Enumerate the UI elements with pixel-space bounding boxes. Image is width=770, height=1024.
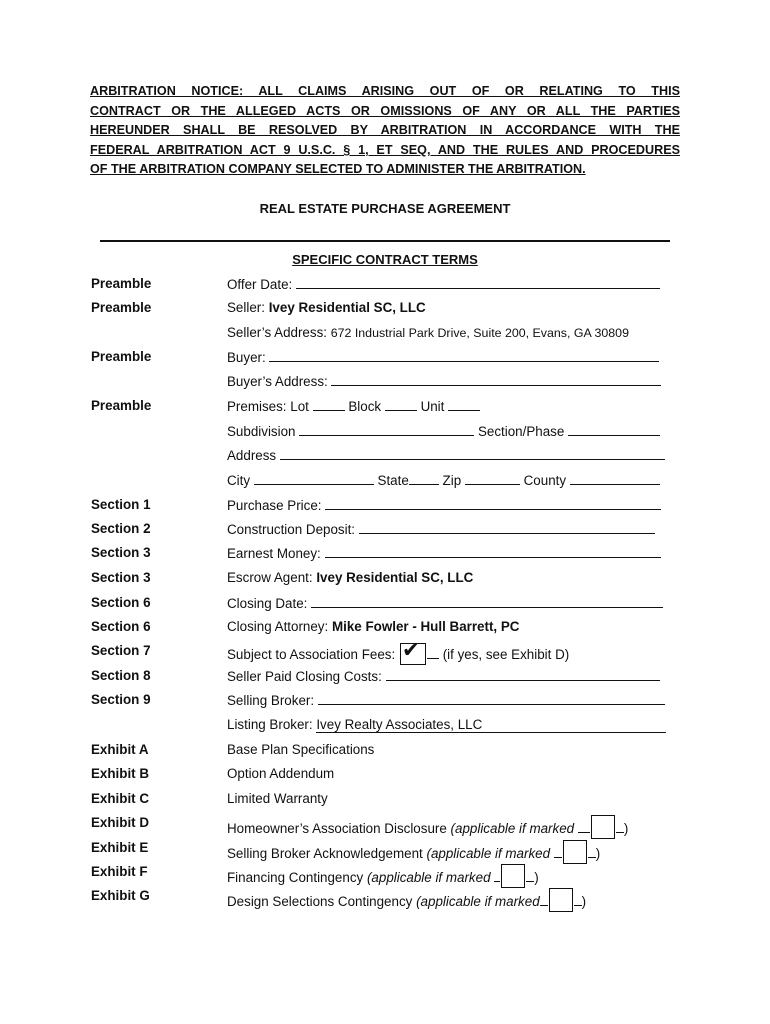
exhibit-note: (applicable if marked: [366, 870, 491, 885]
notice-line: CONTRACT OR THE ALLEGED ACTS OR OMISSIONS OF ANY OR ALL THE PARTIES: [90, 103, 680, 118]
section-label: Exhibit G: [91, 888, 150, 903]
section-label: Section 6: [91, 619, 151, 634]
field-label: Purchase Price:: [227, 498, 322, 513]
field-label: Selling Broker:: [227, 693, 315, 708]
section-label: Exhibit B: [91, 766, 150, 781]
section-label: Section 3: [91, 545, 151, 560]
section-label: Exhibit A: [91, 742, 149, 757]
section-label: Preamble: [91, 398, 152, 413]
selling-broker-field[interactable]: [318, 692, 665, 705]
field-label: Subject to Association Fees:: [227, 647, 396, 662]
state-field[interactable]: [409, 472, 439, 485]
field-label: Seller:: [227, 300, 265, 315]
row-seller: [0, 300, 770, 320]
field-label: Address: [227, 448, 277, 463]
buyer-field[interactable]: [269, 349, 659, 362]
closing-attorney-value: Mike Fowler - Hull Barrett, PC: [331, 619, 520, 634]
exhibit-note: (applicable if marked: [416, 894, 540, 909]
blank-line: [554, 845, 562, 858]
field-label: Offer Date:: [227, 277, 293, 292]
exhibit-note: (applicable if marked: [426, 846, 551, 861]
blank-line: [588, 845, 596, 858]
row-escrow-agent: [0, 570, 770, 590]
field-note: (if yes, see Exhibit D): [442, 647, 570, 662]
field-label: Earnest Money:: [227, 546, 321, 561]
row-exhibit-e: [0, 840, 770, 860]
notice-line: OF THE ARBITRATION COMPANY SELECTED TO ADMINISTER THE ARBITRATION.: [90, 162, 586, 177]
exhibit-title: Option Addendum: [227, 766, 335, 781]
document-title: REAL ESTATE PURCHASE AGREEMENT: [259, 201, 511, 216]
section-label: Preamble: [91, 300, 152, 315]
row-earnest-money: [0, 545, 770, 565]
field-label: Zip: [442, 473, 462, 488]
association-fees-checkbox[interactable]: [400, 639, 426, 665]
subdivision-field[interactable]: [299, 423, 474, 436]
exhibit-title: Base Plan Specifications: [227, 742, 375, 757]
blank-line: [540, 893, 548, 906]
field-label: Unit: [420, 399, 445, 414]
row-exhibit-f: [0, 864, 770, 884]
field-label: Escrow Agent:: [227, 570, 313, 585]
field-label: State: [377, 473, 409, 488]
section-label: Exhibit C: [91, 791, 150, 806]
section-label: Preamble: [91, 349, 152, 364]
blank-line: [616, 820, 624, 833]
section-label: Exhibit D: [91, 815, 150, 830]
row-exhibit-d: [0, 815, 770, 835]
field-label: Block: [348, 399, 382, 414]
row-buyer-address: [0, 373, 770, 393]
row-buyer: [0, 349, 770, 369]
section-label: Preamble: [91, 276, 152, 291]
section-phase-field[interactable]: [568, 423, 660, 436]
section-label: Exhibit F: [91, 864, 148, 879]
row-exhibit-b: [0, 766, 770, 786]
section-label: Section 7: [91, 643, 151, 658]
row-subdivision: [0, 423, 770, 443]
construction-deposit-field[interactable]: [359, 521, 655, 534]
field-label: Seller’s Address:: [227, 325, 327, 340]
row-premises: [0, 398, 770, 418]
row-seller-address: [0, 325, 770, 345]
field-label: Premises: Lot: [227, 399, 309, 414]
offer-date-field[interactable]: [296, 276, 660, 289]
blank-line: [427, 646, 439, 659]
unit-field[interactable]: [448, 398, 480, 411]
purchase-price-field[interactable]: [325, 497, 661, 510]
exhibit-title: Financing Contingency: [227, 870, 364, 885]
field-label: Subdivision: [227, 424, 296, 439]
county-field[interactable]: [570, 472, 660, 485]
row-exhibit-a: [0, 742, 770, 762]
title-divider: [100, 240, 670, 242]
field-label: Buyer’s Address:: [227, 374, 328, 389]
field-label: Closing Date:: [227, 596, 308, 611]
field-label: Listing Broker:: [227, 717, 313, 732]
section-label: Section 3: [91, 570, 151, 585]
seller-value: Ivey Residential SC, LLC: [268, 300, 426, 315]
earnest-money-field[interactable]: [325, 545, 661, 558]
section-label: Section 6: [91, 595, 151, 610]
escrow-agent-value: Ivey Residential SC, LLC: [316, 570, 474, 585]
row-closing-date: [0, 595, 770, 615]
section-label: Section 8: [91, 668, 151, 683]
exhibit-note-close: ): [595, 846, 601, 861]
blank-line: [578, 820, 590, 833]
blank-line: [494, 869, 500, 882]
buyer-address-field[interactable]: [331, 373, 661, 386]
row-city: [0, 472, 770, 492]
field-label: County: [523, 473, 567, 488]
row-closing-attorney: [0, 619, 770, 639]
exhibit-note-close: ): [581, 894, 587, 909]
row-association-fees: [0, 639, 770, 663]
exhibit-note-close: ): [623, 821, 629, 836]
exhibit-title: Homeowner’s Association Disclosure: [227, 821, 447, 836]
field-label: Buyer:: [227, 350, 266, 365]
row-offer-date: [0, 276, 770, 296]
block-field[interactable]: [385, 398, 417, 411]
lot-field[interactable]: [313, 398, 345, 411]
city-field[interactable]: [254, 472, 374, 485]
field-label: Closing Attorney:: [227, 619, 329, 634]
closing-date-field[interactable]: [311, 595, 663, 608]
exhibit-f-checkbox[interactable]: [501, 864, 525, 888]
exhibit-title: Selling Broker Acknowledgement: [227, 846, 423, 861]
exhibit-e-checkbox[interactable]: [563, 840, 587, 864]
exhibit-title: Limited Warranty: [227, 791, 328, 806]
field-label: Construction Deposit:: [227, 522, 356, 537]
seller-address-value: 672 Industrial Park Drive, Suite 200, Evans, GA 30809: [330, 326, 629, 340]
row-listing-broker: [0, 717, 770, 737]
zip-field[interactable]: [465, 472, 520, 485]
notice-line: FEDERAL ARBITRATION ACT 9 U.S.C. § 1, ET SEQ, AND THE RULES AND PROCEDURES: [90, 142, 680, 157]
arbitration-notice: [90, 82, 680, 180]
row-exhibit-g: [0, 888, 770, 908]
exhibit-note: (applicable if marked: [450, 821, 575, 836]
exhibit-d-checkbox[interactable]: [591, 815, 615, 839]
notice-line: ARBITRATION NOTICE: ALL CLAIMS ARISING OUT OF OR RELATING TO THIS: [90, 84, 680, 98]
exhibit-g-checkbox[interactable]: [549, 888, 573, 912]
blank-line: [574, 893, 582, 906]
field-label: City: [227, 473, 251, 488]
field-label: Seller Paid Closing Costs:: [227, 669, 382, 684]
section-label: Exhibit E: [91, 840, 149, 855]
listing-broker-value: Ivey Realty Associates, LLC: [316, 717, 666, 733]
notice-line: HEREUNDER SHALL BE RESOLVED BY ARBITRATION IN ACCORDANCE WITH THE: [90, 123, 680, 138]
section-label: Section 9: [91, 692, 151, 707]
checkmark-icon: ✔: [401, 639, 420, 662]
row-address: [0, 447, 770, 467]
seller-paid-closing-costs-field[interactable]: [386, 668, 660, 681]
row-selling-broker: [0, 692, 770, 712]
section-label: Section 2: [91, 521, 151, 536]
row-exhibit-c: [0, 791, 770, 811]
section-heading: SPECIFIC CONTRACT TERMS: [292, 252, 478, 267]
field-label: Section/Phase: [477, 424, 565, 439]
exhibit-note-close: ): [534, 870, 539, 885]
row-construction-deposit: [0, 521, 770, 541]
row-seller-paid-closing-costs: [0, 668, 770, 688]
address-field[interactable]: [280, 447, 665, 460]
section-label: Section 1: [91, 497, 151, 512]
exhibit-title: Design Selections Contingency: [227, 894, 413, 909]
row-purchase-price: [0, 497, 770, 517]
